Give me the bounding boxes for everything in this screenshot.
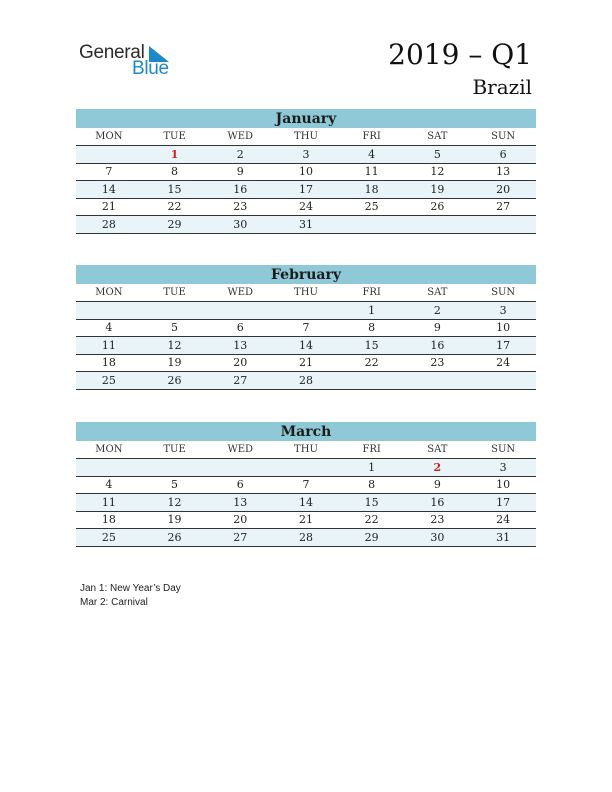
- day-cell: 30: [405, 529, 471, 547]
- weekday-label: THU: [273, 441, 339, 459]
- day-cell: 14: [76, 181, 142, 199]
- day-cell: 28: [273, 372, 339, 390]
- day-cell: 20: [470, 181, 536, 199]
- day-cell: 13: [207, 494, 273, 512]
- day-cell: 30: [207, 216, 273, 234]
- weekday-label: THU: [273, 284, 339, 302]
- weekday-label: SAT: [405, 441, 471, 459]
- week-row: [76, 181, 536, 199]
- day-cell: 27: [207, 372, 273, 390]
- day-cell: 1: [339, 459, 405, 477]
- empty-day-cell: [405, 372, 471, 390]
- day-cell: 2: [405, 302, 471, 320]
- weekday-label: WED: [207, 441, 273, 459]
- day-cell: 14: [273, 337, 339, 355]
- empty-day-cell: [76, 459, 142, 477]
- day-cell: 26: [142, 529, 208, 547]
- day-cell: 8: [339, 476, 405, 494]
- week-row: [76, 163, 536, 181]
- day-cell: 19: [405, 181, 471, 199]
- day-cell: 21: [273, 511, 339, 529]
- day-cell: 26: [142, 372, 208, 390]
- week-row: [76, 216, 536, 234]
- day-cell: 15: [339, 337, 405, 355]
- weekday-row: [76, 128, 536, 146]
- weekday-label: FRI: [339, 284, 405, 302]
- holiday-note: Jan 1: New Year’s Day: [80, 583, 181, 594]
- day-cell: 9: [405, 476, 471, 494]
- month-block-january: [76, 109, 536, 234]
- empty-day-cell: [207, 302, 273, 320]
- empty-day-cell: [470, 372, 536, 390]
- weekday-label: SUN: [470, 128, 536, 146]
- day-cell: 12: [405, 163, 471, 181]
- empty-day-cell: [76, 146, 142, 164]
- day-cell: 3: [470, 302, 536, 320]
- day-cell: 31: [273, 216, 339, 234]
- weekday-label: TUE: [142, 128, 208, 146]
- day-cell: 10: [470, 319, 536, 337]
- day-cell: 3: [470, 459, 536, 477]
- week-row: [76, 511, 536, 529]
- week-row: [76, 319, 536, 337]
- weekday-label: WED: [207, 284, 273, 302]
- empty-day-cell: [142, 459, 208, 477]
- weekday-label: MON: [76, 284, 142, 302]
- weekday-label: MON: [76, 128, 142, 146]
- day-cell: 21: [273, 354, 339, 372]
- day-cell: 25: [339, 198, 405, 216]
- day-cell: 6: [207, 319, 273, 337]
- empty-day-cell: [339, 216, 405, 234]
- empty-day-cell: [405, 216, 471, 234]
- day-cell: 22: [339, 511, 405, 529]
- day-cell: 11: [339, 163, 405, 181]
- day-cell: 28: [76, 216, 142, 234]
- month-title: January: [76, 109, 536, 128]
- day-cell: 9: [207, 163, 273, 181]
- month-grid: [76, 128, 536, 234]
- month-block-february: [76, 265, 536, 390]
- weekday-row: [76, 284, 536, 302]
- day-cell: 10: [470, 476, 536, 494]
- empty-day-cell: [273, 459, 339, 477]
- week-row: [76, 476, 536, 494]
- day-cell: 23: [405, 354, 471, 372]
- month-grid: [76, 284, 536, 390]
- day-cell: 11: [76, 337, 142, 355]
- empty-day-cell: [470, 216, 536, 234]
- day-cell: 2: [207, 146, 273, 164]
- week-row: [76, 337, 536, 355]
- empty-day-cell: [142, 302, 208, 320]
- day-cell: 12: [142, 337, 208, 355]
- week-row: [76, 302, 536, 320]
- weekday-label: MON: [76, 441, 142, 459]
- empty-day-cell: [76, 302, 142, 320]
- weekday-label: SUN: [470, 284, 536, 302]
- week-row: [76, 146, 536, 164]
- day-cell: 18: [76, 511, 142, 529]
- day-cell: 16: [207, 181, 273, 199]
- day-cell: 11: [76, 494, 142, 512]
- day-cell: 25: [76, 372, 142, 390]
- day-cell: 7: [273, 476, 339, 494]
- day-cell: 22: [339, 354, 405, 372]
- day-cell: 26: [405, 198, 471, 216]
- day-cell: 10: [273, 163, 339, 181]
- day-cell: 8: [339, 319, 405, 337]
- logo: [79, 42, 179, 82]
- day-cell: 27: [470, 198, 536, 216]
- day-cell: 16: [405, 494, 471, 512]
- weekday-label: TUE: [142, 284, 208, 302]
- week-row: [76, 198, 536, 216]
- weekday-label: TUE: [142, 441, 208, 459]
- country-name: Brazil: [472, 75, 532, 99]
- month-block-march: [76, 422, 536, 547]
- week-row: [76, 529, 536, 547]
- day-cell: 17: [470, 337, 536, 355]
- weekday-label: SAT: [405, 284, 471, 302]
- day-cell: 4: [339, 146, 405, 164]
- day-cell: 15: [142, 181, 208, 199]
- day-cell: 21: [76, 198, 142, 216]
- day-cell: 7: [273, 319, 339, 337]
- day-cell: 25: [76, 529, 142, 547]
- weekday-label: SUN: [470, 441, 536, 459]
- day-cell: 19: [142, 354, 208, 372]
- day-cell: 18: [339, 181, 405, 199]
- day-cell: 23: [207, 198, 273, 216]
- day-cell: 8: [142, 163, 208, 181]
- day-cell: 2: [405, 459, 471, 477]
- holiday-note: Mar 2: Carnival: [80, 597, 148, 608]
- weekday-label: THU: [273, 128, 339, 146]
- day-cell: 24: [470, 354, 536, 372]
- empty-day-cell: [273, 302, 339, 320]
- month-title: March: [76, 422, 536, 441]
- month-title: February: [76, 265, 536, 284]
- day-cell: 20: [207, 511, 273, 529]
- empty-day-cell: [339, 372, 405, 390]
- day-cell: 9: [405, 319, 471, 337]
- logo-text-blue: Blue: [132, 58, 169, 79]
- week-row: [76, 372, 536, 390]
- day-cell: 19: [142, 511, 208, 529]
- day-cell: 6: [207, 476, 273, 494]
- day-cell: 17: [273, 181, 339, 199]
- day-cell: 31: [470, 529, 536, 547]
- weekday-label: WED: [207, 128, 273, 146]
- holiday-notes: [80, 582, 181, 610]
- day-cell: 28: [273, 529, 339, 547]
- weekday-label: FRI: [339, 128, 405, 146]
- day-cell: 22: [142, 198, 208, 216]
- day-cell: 5: [142, 319, 208, 337]
- page-title: 2019 – Q1: [388, 38, 532, 71]
- day-cell: 1: [339, 302, 405, 320]
- day-cell: 24: [273, 198, 339, 216]
- day-cell: 13: [207, 337, 273, 355]
- day-cell: 13: [470, 163, 536, 181]
- day-cell: 12: [142, 494, 208, 512]
- day-cell: 27: [207, 529, 273, 547]
- day-cell: 24: [470, 511, 536, 529]
- day-cell: 5: [405, 146, 471, 164]
- weekday-row: [76, 441, 536, 459]
- day-cell: 4: [76, 476, 142, 494]
- day-cell: 3: [273, 146, 339, 164]
- day-cell: 17: [470, 494, 536, 512]
- day-cell: 23: [405, 511, 471, 529]
- month-grid: [76, 441, 536, 547]
- day-cell: 15: [339, 494, 405, 512]
- weekday-label: FRI: [339, 441, 405, 459]
- day-cell: 7: [76, 163, 142, 181]
- day-cell: 18: [76, 354, 142, 372]
- day-cell: 1: [142, 146, 208, 164]
- day-cell: 14: [273, 494, 339, 512]
- day-cell: 6: [470, 146, 536, 164]
- week-row: [76, 494, 536, 512]
- weekday-label: SAT: [405, 128, 471, 146]
- week-row: [76, 459, 536, 477]
- empty-day-cell: [207, 459, 273, 477]
- day-cell: 5: [142, 476, 208, 494]
- day-cell: 4: [76, 319, 142, 337]
- day-cell: 20: [207, 354, 273, 372]
- day-cell: 29: [339, 529, 405, 547]
- logo-text-general: General: [79, 42, 145, 63]
- day-cell: 29: [142, 216, 208, 234]
- day-cell: 16: [405, 337, 471, 355]
- week-row: [76, 354, 536, 372]
